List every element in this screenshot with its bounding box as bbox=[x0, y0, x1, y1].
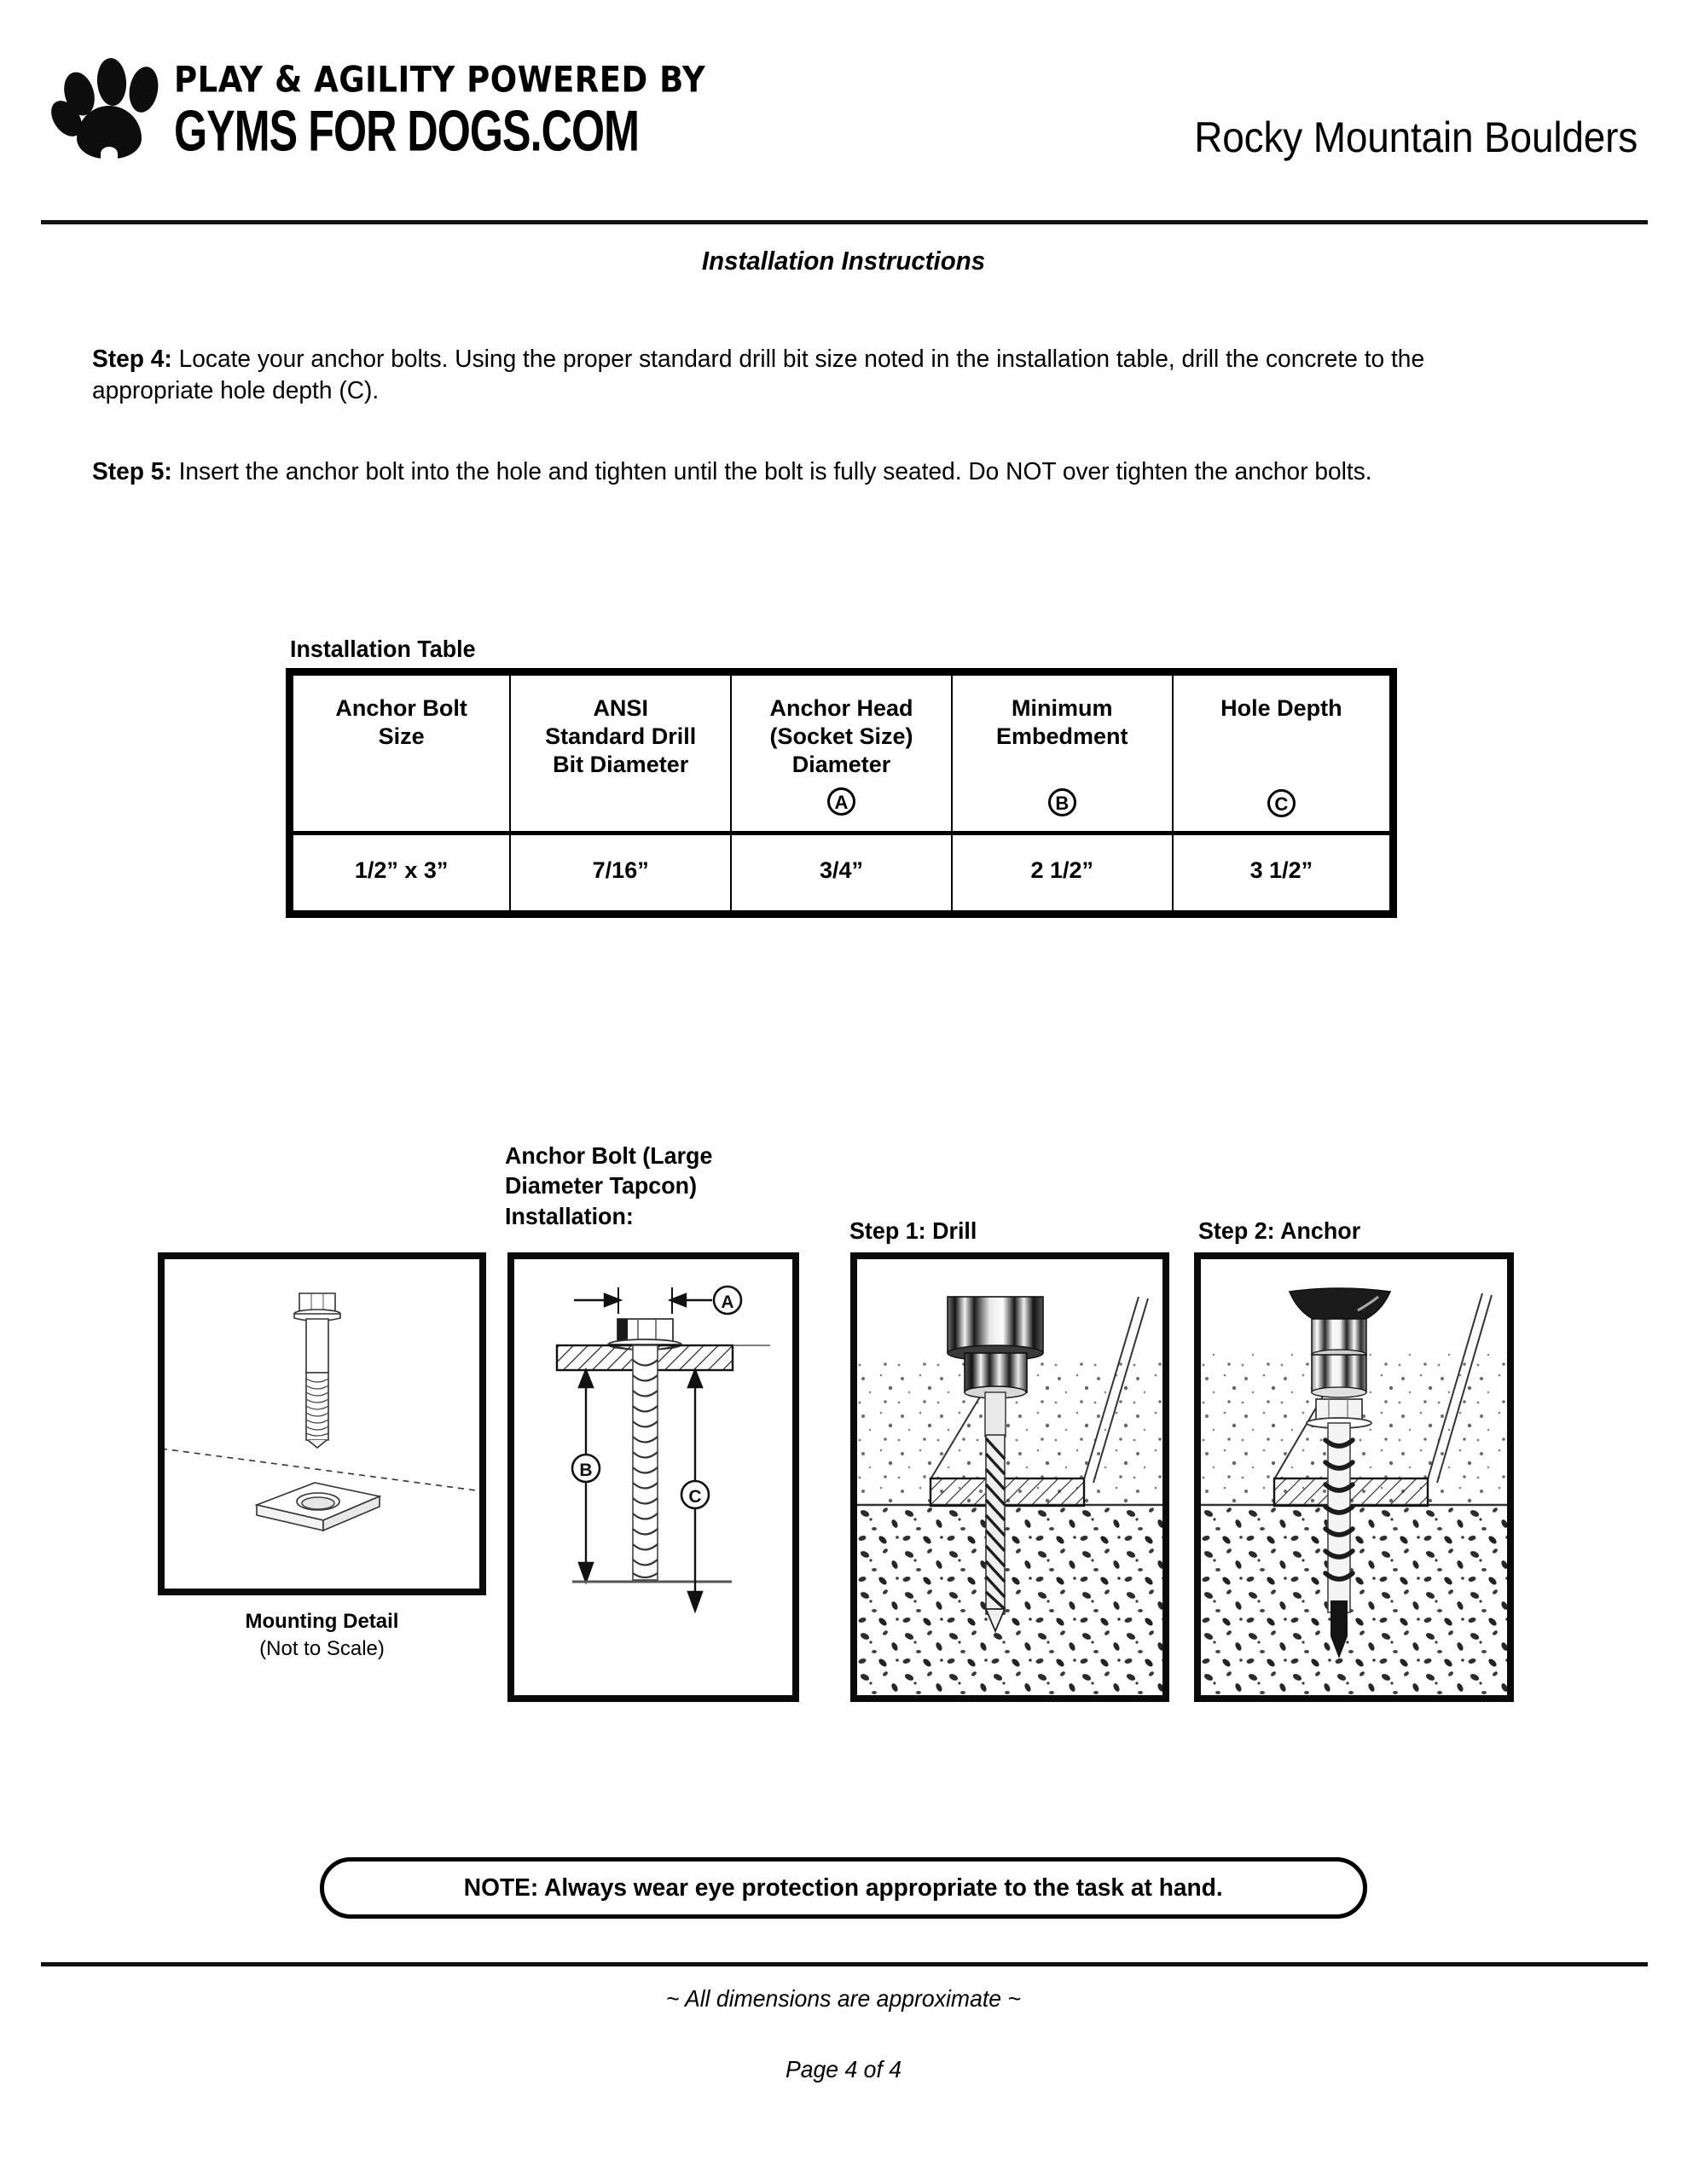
header-line: Diameter bbox=[791, 751, 891, 777]
header-divider bbox=[41, 220, 1648, 224]
safety-note-text: NOTE: Always wear eye protection appropriate to the task at hand. bbox=[464, 1873, 1223, 1902]
step-4-text: Locate your anchor bolts. Using the proper standard drill bit size noted in the installation table, drill the concrete to the appropriate hole depth (C). bbox=[92, 346, 1425, 405]
callout-c-label: C bbox=[688, 1487, 702, 1507]
column-header-anchor-head-diameter bbox=[731, 672, 952, 834]
cell-hole-depth: 3 1/2” bbox=[1173, 834, 1394, 915]
cell-anchor-bolt-size: 1/2” x 3” bbox=[290, 834, 511, 915]
callout-a-label: A bbox=[721, 1292, 734, 1312]
header-line: ANSI bbox=[593, 695, 648, 721]
paw-print-icon bbox=[53, 53, 165, 160]
brand-tagline: PLAY & AGILITY POWERED BY bbox=[174, 58, 706, 100]
table-row bbox=[290, 834, 1394, 915]
installation-table-caption: Installation Table bbox=[290, 636, 476, 662]
brand-name: GYMS FOR DOGS.COM bbox=[174, 98, 640, 164]
section-title: Installation Instructions bbox=[701, 246, 986, 276]
anchor-bolt-dimension-illustration bbox=[514, 1259, 792, 1695]
mounting-detail-panel bbox=[158, 1252, 486, 1595]
footer-divider bbox=[41, 1962, 1648, 1966]
column-header-anchor-bolt-size bbox=[290, 672, 511, 834]
table-header-row bbox=[290, 672, 1394, 834]
cell-drill-bit-diameter: 7/16” bbox=[510, 834, 731, 915]
page-title: Rocky Mountain Boulders bbox=[1194, 113, 1638, 161]
table-header-row-group bbox=[290, 672, 1394, 834]
step-4-paragraph bbox=[92, 344, 1465, 407]
drill-illustration bbox=[857, 1259, 1162, 1695]
step-5-paragraph bbox=[92, 456, 1465, 488]
header-line: Anchor Head bbox=[769, 695, 913, 721]
header-line: Embedment bbox=[996, 723, 1128, 749]
column-header-ansi-drill-bit-diameter bbox=[510, 672, 731, 834]
brand-logo-text bbox=[174, 58, 706, 164]
anchor-installation-illustration bbox=[1201, 1259, 1507, 1695]
header-line: (Socket Size) bbox=[769, 723, 913, 749]
cell-minimum-embedment: 2 1/2” bbox=[952, 834, 1173, 915]
page-number: Page 4 of 4 bbox=[785, 2056, 902, 2082]
column-header-hole-depth bbox=[1173, 672, 1394, 834]
mounting-detail-illustration bbox=[165, 1259, 479, 1589]
step-5-label: Step 5: bbox=[92, 458, 172, 485]
anchor-bolt-panel-label: Anchor Bolt (Large Diameter Tapcon) Installation: bbox=[505, 1142, 713, 1229]
header-line: Anchor Bolt bbox=[335, 695, 467, 721]
table-body bbox=[290, 834, 1394, 915]
anchor-bolt-dimension-panel bbox=[507, 1252, 799, 1702]
dimensions-disclaimer: ~ All dimensions are approximate ~ bbox=[666, 1985, 1021, 2012]
mounting-detail-subtitle: (Not to Scale) bbox=[259, 1637, 385, 1661]
callout-marker-b-icon: B bbox=[1048, 788, 1076, 816]
brand-logo bbox=[53, 53, 706, 164]
header-line: Bit Diameter bbox=[553, 751, 689, 777]
mounting-detail-title: Mounting Detail bbox=[245, 1610, 399, 1633]
step-1-drill-panel bbox=[850, 1252, 1169, 1702]
header-line: Standard Drill bbox=[545, 723, 697, 749]
callout-marker-a-icon: A bbox=[827, 787, 855, 816]
mounting-detail-caption bbox=[158, 1608, 486, 1664]
step-1-panel-label: Step 1: Drill bbox=[849, 1217, 977, 1244]
cell-anchor-head-diameter: 3/4” bbox=[731, 834, 952, 915]
header-line: Minimum bbox=[1012, 695, 1113, 721]
header-line: Hole Depth bbox=[1220, 695, 1342, 721]
step-4-label: Step 4: bbox=[92, 346, 172, 373]
column-header-minimum-embedment bbox=[952, 672, 1173, 834]
callout-marker-c-icon: C bbox=[1267, 789, 1296, 817]
safety-note-box bbox=[320, 1857, 1367, 1919]
header-line: Size bbox=[378, 723, 425, 749]
page-header bbox=[0, 0, 1687, 224]
step-2-panel-label: Step 2: Anchor bbox=[1198, 1217, 1361, 1244]
callout-b-label: B bbox=[579, 1461, 593, 1480]
step-2-anchor-panel bbox=[1194, 1252, 1514, 1702]
installation-table bbox=[286, 668, 1397, 918]
step-5-text: Insert the anchor bolt into the hole and tighten until the bolt is fully seated. Do NOT over tighten the anchor bolts. bbox=[171, 458, 1372, 485]
